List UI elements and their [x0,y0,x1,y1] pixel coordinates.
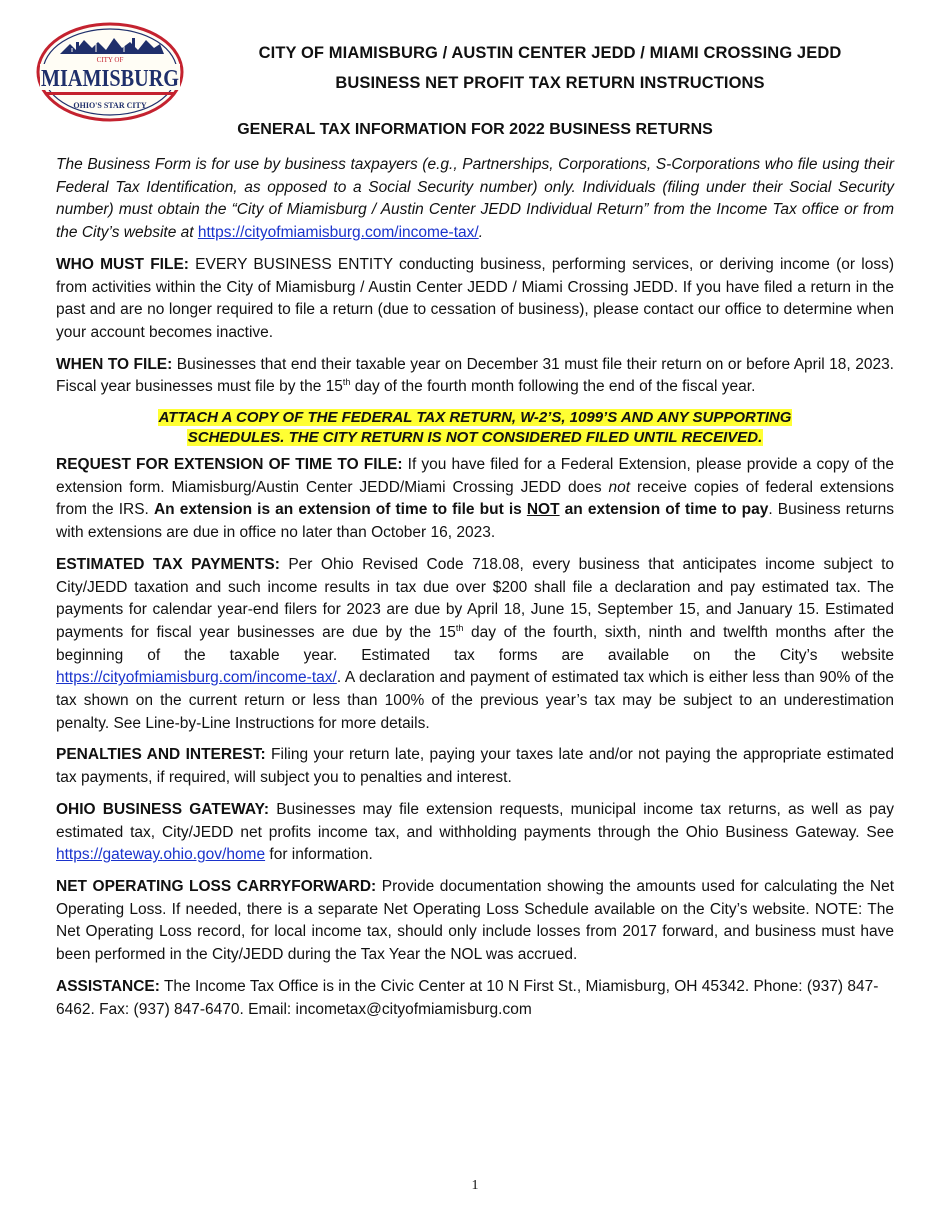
estimated-payments-text: Per Ohio Revised Code 718.08, every business that anticipates income subject to City/JEDD taxation and such income results in tax due over $200 shall file a declaration and pay estimated tax. The payments for calendar year-end filers for 2023 are due by April 18, June 15, September 15, and January 15. Estimated payments for fiscal year businesses are due by the 15 [56,555,894,641]
logo-miamisburg: MIAMISBURG [41,66,180,92]
logo-city-of: CITY OF [96,56,124,64]
attach-notice [56,408,894,448]
intro-paragraph [56,154,894,245]
extension-paragraph [56,454,894,545]
business-gateway-label: OHIO BUSINESS GATEWAY: [56,800,270,818]
intro-end: . [478,224,483,242]
estimated-payments-text-3: . A declaration and payment of estimated tax which is either less than 90% of the tax shown on the current return or less than 100% of the previous year’s tax may be subject to an underestimation penalty. See Line-by-Line Instructions for more details. [56,669,894,732]
attach-notice-line1: ATTACH A COPY OF THE FEDERAL TAX RETURN, W-2’S, 1099’S AND ANY SUPPORTING [158,409,792,427]
business-gateway-paragraph [56,799,894,867]
ohio-gateway-link[interactable]: https://gateway.ohio.gov/home [56,846,266,864]
extension-not: not [608,478,631,496]
estimated-payments-text-2: day of the fourth, sixth, ninth and twelfth months after the beginning of the taxable year. Estimated tax forms are available on the City’s website [56,623,894,664]
estimated-payments-label: ESTIMATED TAX PAYMENTS: [56,555,280,573]
assistance-label: ASSISTANCE: [56,977,160,995]
nol-label: NET OPERATING LOSS CARRYFORWARD: [56,877,377,895]
business-gateway-text-end: for information. [265,846,373,864]
intro-text: The Business Form is for use by business taxpayers (e.g., Partnerships, Corporations, S-Corporations who file using their Federal Tax Identification, as opposed to a Social Security number) only. Individuals (filing under their Social Security number) must obtain the “City of Miamisburg / Austin Center JEDD Individual Return” from the Income Tax office or from the City’s website at [56,156,894,242]
penalties-label: PENALTIES AND INTEREST: [56,746,266,764]
estimated-payments-paragraph [56,554,894,736]
who-must-file-paragraph [56,254,894,345]
section-heading: GENERAL TAX INFORMATION FOR 2022 BUSINESS RETURNS [237,121,713,138]
estimated-tax-forms-link[interactable]: https://cityofmiamisburg.com/income-tax/ [56,669,337,687]
who-must-file-text: EVERY BUSINESS ENTITY conducting business, performing services, or deriving income (or loss) from activities within the City of Miamisburg / Austin Center JEDD / Miami Crossing JEDD. If you have filed a return in the past and are no longer required to file a return (due to cessation of business), please contact our office to determine when your account becomes inactive. [56,255,894,341]
nol-paragraph [56,876,894,967]
extension-text: If you have filed for a Federal Extension, please provide a copy of the extension form. Miamisburg/Austin Center JEDD/Miami Crossing JEDD does [56,456,894,496]
extension-label: REQUEST FOR EXTENSION OF TIME TO FILE: [56,456,403,474]
assistance-text: The Income Tax Office is in the Civic Center at 10 N First St., Miamisburg, OH 45342. Phone: (937) 847-6462. Fax: (937) 847-6470. Email: incometax@cityofmiamisburg.com [56,977,879,1018]
when-to-file-paragraph [56,354,894,399]
ordinal-suffix: th [455,622,464,633]
attach-notice-line2: SCHEDULES. THE CITY RETURN IS NOT CONSIDERED FILED UNTIL RECEIVED. [187,429,763,447]
extension-text-2: receive copies of federal extensions from the IRS. [56,478,894,519]
when-to-file-text: Businesses that end their taxable year on December 31 must file their return on or before April 18, 2023. Fiscal year businesses must file by the 15 [56,355,894,396]
business-gateway-text: Businesses may file extension requests, municipal income tax returns, as well as pay estimated tax, City/JEDD net profits income tax, and withholding payments through the Ohio Business Gateway. See [56,800,894,841]
city-of-miamisburg-logo [36,20,184,122]
extension-bold-a: An extension is an extension of time to file but is [153,501,527,519]
nol-text: Provide documentation showing the amounts used for calculating the Net Operating Loss. If needed, there is a separate Net Operating Loss Schedule available on the City’s website. NOTE: The Net Operating Loss record, for local income tax, should only include losses from 2017 forward, and business must have been performed in the City/JEDD during the Tax Year the NOL was accrued. [56,877,894,964]
logo-tagline: OHIO'S STAR CITY [73,101,147,110]
extension-bold-b: an extension of time to pay [559,501,769,519]
income-tax-website-link[interactable]: https://cityofmiamisburg.com/income-tax/ [197,224,479,242]
ordinal-suffix: th [342,377,351,388]
extension-bold-not: NOT [526,501,560,519]
page-number: 1 [471,1178,479,1193]
who-must-file-label: WHO MUST FILE: [56,255,189,273]
extension-text-3: . Business returns with extensions are due in office no later than October 16, 2023. [56,501,894,542]
when-to-file-label: WHEN TO FILE: [56,355,173,373]
header-title: CITY OF MIAMISBURG / AUSTIN CENTER JEDD / MIAMI CROSSING JEDD [258,44,842,62]
penalties-text: Filing your return late, paying your taxes late and/or not paying the appropriate estimated tax payments, if required, will subject you to penalties and interest. [56,746,895,787]
when-to-file-text-end: day of the fourth month following the end of the fiscal year. [350,378,756,396]
header-subtitle: BUSINESS NET PROFIT TAX RETURN INSTRUCTIONS [335,74,765,92]
instructions-body [56,154,894,1030]
assistance-paragraph [56,976,894,1021]
penalties-paragraph [56,744,894,789]
